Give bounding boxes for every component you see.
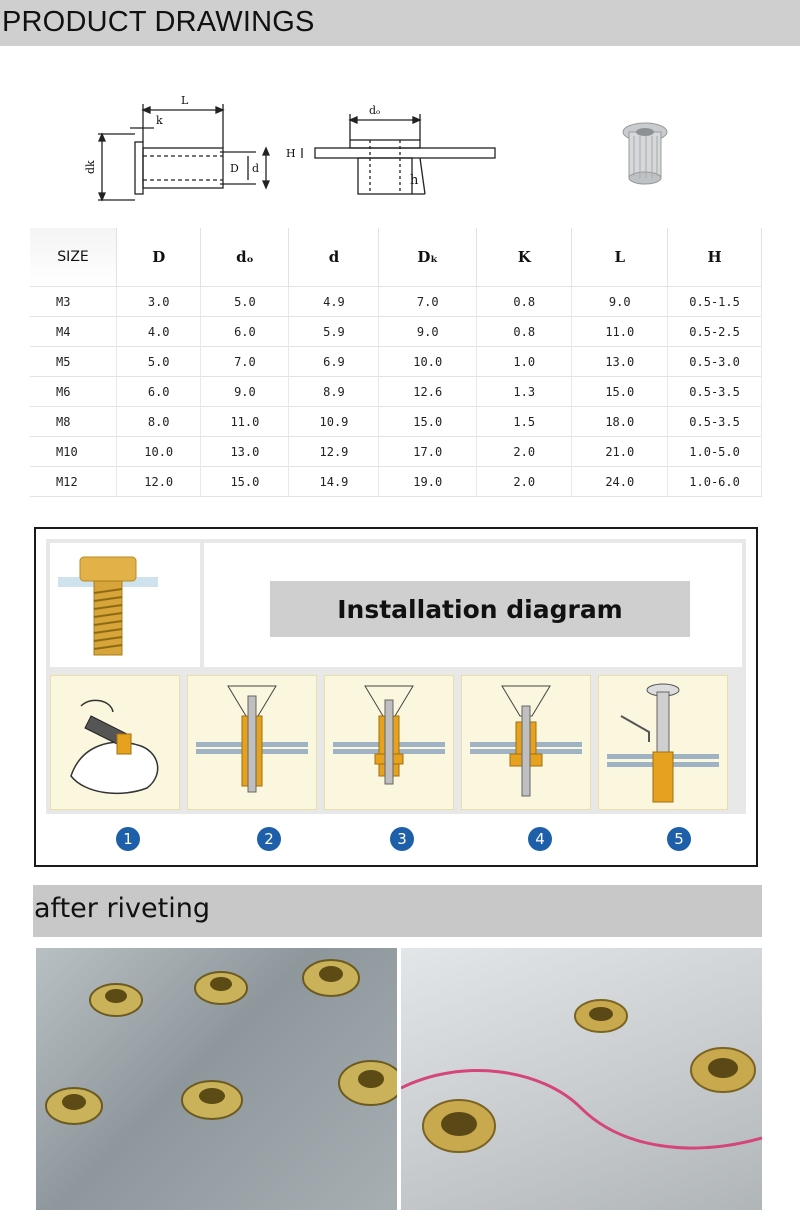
value-cell: 2.0	[477, 467, 572, 497]
value-cell: 8.0	[117, 407, 201, 437]
technical-drawings	[80, 90, 700, 210]
size-cell: M6	[30, 377, 117, 407]
step-number-3: 3	[390, 827, 414, 851]
value-cell: 1.0	[477, 347, 572, 377]
value-cell: 13.0	[201, 437, 289, 467]
value-cell: 5.0	[117, 347, 201, 377]
value-cell: 15.0	[572, 377, 668, 407]
size-cell: M3	[30, 287, 117, 317]
value-cell: 2.0	[477, 437, 572, 467]
drawing-label-do: dₒ	[369, 104, 381, 117]
step-number-1: 1	[116, 827, 140, 851]
insertion-step-icon	[188, 676, 316, 809]
value-cell: 15.0	[201, 467, 289, 497]
value-cell: 13.0	[572, 347, 668, 377]
value-cell: 0.8	[477, 317, 572, 347]
installation-diagram-panel	[34, 527, 758, 867]
riveted-nuts-photo-right	[401, 948, 762, 1210]
value-cell: 21.0	[572, 437, 668, 467]
step-5-illustration	[598, 675, 728, 810]
value-cell: 18.0	[572, 407, 668, 437]
drawing-label-dk: dk	[84, 160, 97, 174]
table-row	[30, 377, 762, 407]
table-header-row	[30, 228, 762, 287]
installation-title: Installation diagram	[270, 581, 690, 637]
value-cell: 5.0	[201, 287, 289, 317]
value-cell: 12.9	[289, 437, 379, 467]
section-title: PRODUCT DRAWINGS	[2, 6, 315, 38]
drawing-label-D: D	[230, 162, 239, 175]
installation-title-area	[204, 543, 742, 667]
installation-diagram-frame	[46, 539, 746, 814]
section-header-product-drawings	[0, 0, 800, 46]
value-cell: 1.3	[477, 377, 572, 407]
rivet-nut-icon	[623, 123, 667, 184]
value-cell: 9.0	[201, 377, 289, 407]
size-cell: M10	[30, 437, 117, 467]
value-cell: 0.8	[477, 287, 572, 317]
step-3-illustration	[324, 675, 454, 810]
hand-tool-icon	[51, 676, 179, 809]
value-cell: 19.0	[379, 467, 477, 497]
column-header-H: H	[668, 228, 762, 287]
step-number-4: 4	[528, 827, 552, 851]
spec-table	[30, 228, 762, 497]
table-row	[30, 347, 762, 377]
step-4-illustration	[461, 675, 591, 810]
value-cell: 7.0	[201, 347, 289, 377]
value-cell: 6.0	[117, 377, 201, 407]
step-2-illustration	[187, 675, 317, 810]
column-header-d: d	[289, 228, 379, 287]
value-cell: 1.0-5.0	[668, 437, 762, 467]
drawing-label-k: k	[156, 114, 163, 127]
table-row	[30, 287, 762, 317]
size-cell: M8	[30, 407, 117, 437]
release-step-icon	[462, 676, 590, 809]
value-cell: 1.5	[477, 407, 572, 437]
rivet-nut-hero-image	[50, 543, 200, 667]
riveted-nuts-photo-left	[36, 948, 397, 1210]
size-cell: M5	[30, 347, 117, 377]
size-cell: M12	[30, 467, 117, 497]
value-cell: 10.0	[117, 437, 201, 467]
value-cell: 5.9	[289, 317, 379, 347]
rivet-nut-threaded-icon	[50, 543, 200, 667]
table-row	[30, 437, 762, 467]
value-cell: 9.0	[572, 287, 668, 317]
value-cell: 3.0	[117, 287, 201, 317]
value-cell: 4.9	[289, 287, 379, 317]
value-cell: 0.5-3.5	[668, 407, 762, 437]
value-cell: 1.0-6.0	[668, 467, 762, 497]
value-cell: 0.5-1.5	[668, 287, 762, 317]
value-cell: 0.5-2.5	[668, 317, 762, 347]
value-cell: 17.0	[379, 437, 477, 467]
table-row	[30, 467, 762, 497]
value-cell: 15.0	[379, 407, 477, 437]
column-header-do: dₒ	[201, 228, 289, 287]
column-header-L: L	[572, 228, 668, 287]
step-1-illustration	[50, 675, 180, 810]
section-title: after riveting	[34, 893, 210, 924]
value-cell: 6.9	[289, 347, 379, 377]
table-row	[30, 317, 762, 347]
flush-rivet-nuts-image	[401, 948, 762, 1210]
value-cell: 10.9	[289, 407, 379, 437]
drawing-label-L: L	[181, 94, 189, 107]
value-cell: 11.0	[572, 317, 668, 347]
value-cell: 0.5-3.0	[668, 347, 762, 377]
value-cell: 6.0	[201, 317, 289, 347]
table-row	[30, 407, 762, 437]
column-header-dk: Dₖ	[379, 228, 477, 287]
value-cell: 7.0	[379, 287, 477, 317]
value-cell: 9.0	[379, 317, 477, 347]
column-header-size: SIZE	[30, 228, 117, 287]
bolt-fastening-icon	[599, 676, 727, 809]
riveted-nuts-image	[36, 948, 397, 1210]
size-cell: M4	[30, 317, 117, 347]
value-cell: 4.0	[117, 317, 201, 347]
value-cell: 14.9	[289, 467, 379, 497]
value-cell: 8.9	[289, 377, 379, 407]
step-number-2: 2	[257, 827, 281, 851]
value-cell: 12.6	[379, 377, 477, 407]
drawing-label-H: H	[286, 147, 296, 160]
column-header-K: K	[477, 228, 572, 287]
drawing-label-h: h	[410, 173, 419, 188]
value-cell: 12.0	[117, 467, 201, 497]
value-cell: 10.0	[379, 347, 477, 377]
value-cell: 24.0	[572, 467, 668, 497]
column-header-D: D	[117, 228, 201, 287]
value-cell: 11.0	[201, 407, 289, 437]
step-number-5: 5	[667, 827, 691, 851]
value-cell: 0.5-3.5	[668, 377, 762, 407]
pulling-step-icon	[325, 676, 453, 809]
drawing-label-d: d	[252, 162, 260, 175]
section-header-after-riveting	[33, 885, 762, 937]
